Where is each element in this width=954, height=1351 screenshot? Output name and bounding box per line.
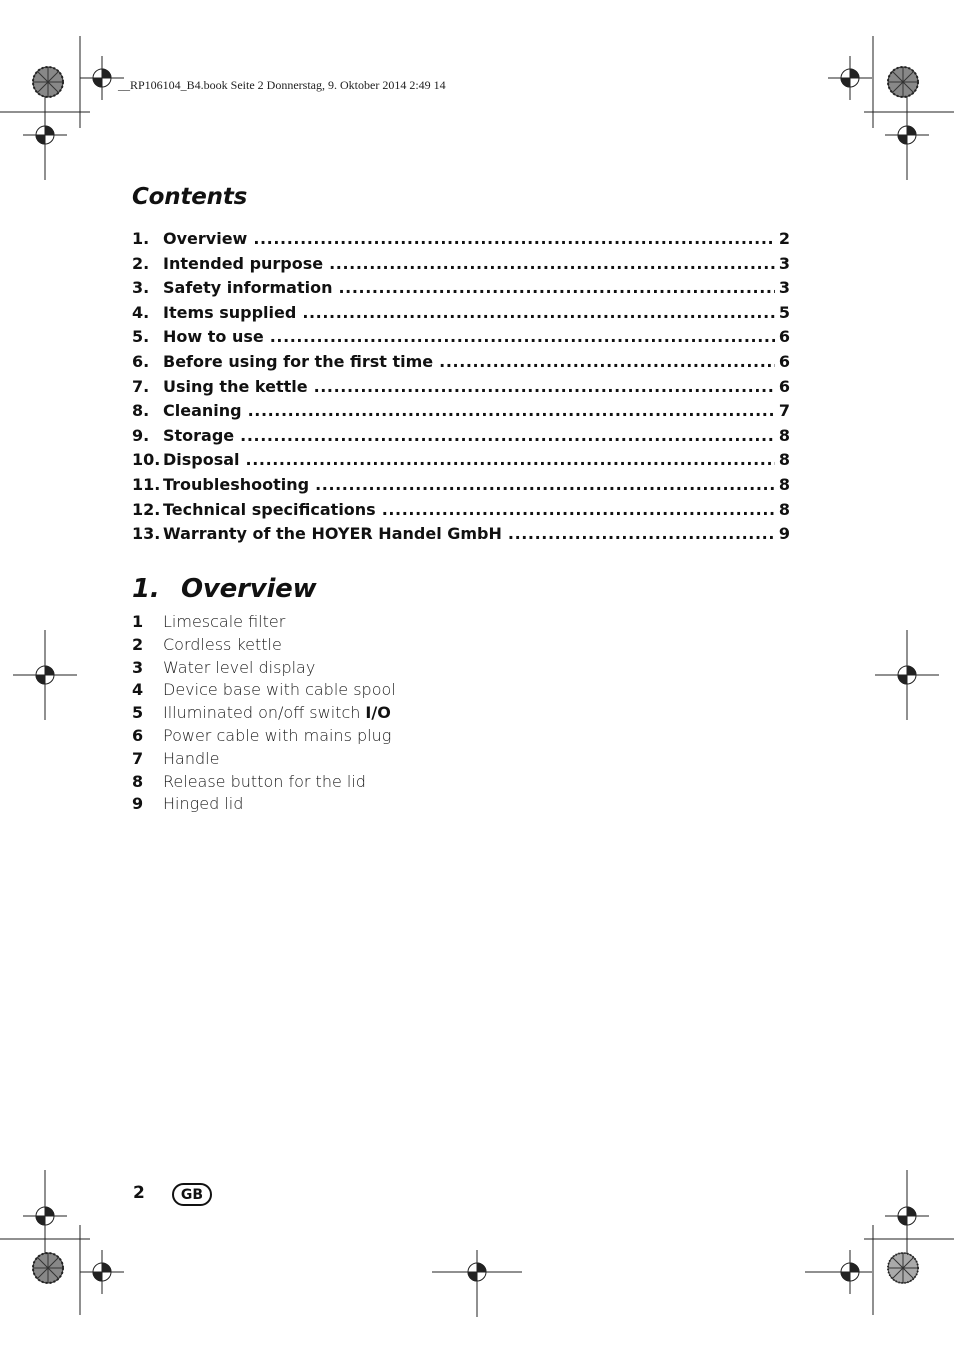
toc-item-page: 6	[778, 351, 790, 371]
table-of-contents	[132, 227, 790, 547]
toc-item[interactable]	[132, 498, 790, 523]
toc-item-page: 6	[778, 376, 790, 396]
toc-leader-dots	[329, 252, 775, 277]
part-item	[132, 725, 396, 748]
part-number: 1	[132, 612, 144, 631]
toc-item-label: Troubleshooting	[163, 474, 310, 494]
toc-item-number: 6.	[132, 351, 150, 371]
toc-item-page: 3	[778, 253, 790, 273]
part-item	[132, 793, 396, 816]
part-label: Handle	[163, 748, 220, 768]
toc-leader-dots	[240, 424, 775, 449]
language-badge: GB	[172, 1183, 212, 1206]
toc-item[interactable]	[132, 522, 790, 547]
parts-list	[132, 611, 396, 816]
toc-leader-dots	[314, 375, 775, 400]
part-item	[132, 679, 396, 702]
toc-item-page: 8	[778, 450, 790, 470]
toc-item[interactable]	[132, 276, 790, 301]
part-label: Device base with cable spool	[163, 680, 396, 700]
toc-item-label: Technical specifications	[163, 499, 376, 519]
toc-item-page: 7	[778, 401, 790, 421]
toc-item[interactable]	[132, 325, 790, 350]
toc-item-number: 13.	[132, 524, 161, 544]
overview-heading	[132, 574, 316, 604]
overview-section-number: 1.	[132, 574, 160, 604]
toc-item[interactable]	[132, 424, 790, 449]
part-item	[132, 657, 396, 680]
toc-leader-dots	[508, 522, 775, 547]
toc-item[interactable]	[132, 473, 790, 498]
toc-item-label: Intended purpose	[163, 253, 324, 273]
toc-item-page: 9	[778, 524, 790, 544]
overview-section-title: Overview	[181, 574, 317, 604]
toc-item-label: Before using for the first time	[163, 351, 434, 371]
toc-item[interactable]	[132, 227, 790, 252]
toc-leader-dots	[253, 227, 775, 252]
toc-item-number: 1.	[132, 229, 150, 248]
toc-item[interactable]	[132, 399, 790, 424]
toc-item[interactable]	[132, 448, 790, 473]
part-number: 7	[132, 748, 144, 768]
part-number: 4	[132, 680, 144, 700]
toc-item-number: 7.	[132, 376, 150, 396]
toc-item-page: 5	[778, 302, 790, 322]
toc-item-number: 2.	[132, 253, 150, 273]
toc-item-label: Disposal	[163, 450, 240, 470]
part-label: Cordless kettle	[163, 634, 282, 654]
switch-symbol: I/O	[365, 703, 391, 723]
toc-item-label: Warranty of the HOYER Handel GmbH	[163, 524, 502, 544]
toc-item-number: 10.	[132, 450, 161, 470]
toc-leader-dots	[382, 498, 775, 523]
toc-item-number: 3.	[132, 278, 150, 298]
toc-item-number: 8.	[132, 401, 150, 421]
part-item	[132, 748, 396, 771]
toc-item-label: Safety information	[163, 278, 333, 298]
toc-item-page: 2	[778, 229, 790, 248]
toc-leader-dots	[439, 350, 775, 375]
toc-item-label: How to use	[163, 327, 264, 347]
part-number: 8	[132, 771, 144, 791]
toc-item-page: 8	[778, 425, 790, 445]
part-label: Water level display	[163, 657, 316, 677]
part-item	[132, 771, 396, 794]
page-number: 2	[133, 1183, 145, 1203]
toc-item-number: 5.	[132, 327, 150, 347]
contents-title: Contents	[132, 184, 248, 210]
print-info-header: __RP106104_B4.book Seite 2 Donnerstag, 9. Oktober 2014 2:49 14	[118, 78, 446, 92]
toc-item-number: 9.	[132, 425, 150, 445]
toc-item-page: 3	[778, 278, 790, 298]
toc-item-number: 12.	[132, 499, 161, 519]
toc-item-page: 8	[778, 474, 790, 494]
toc-item-label: Items supplied	[163, 302, 297, 322]
toc-item-label: Using the kettle	[163, 376, 308, 396]
toc-leader-dots	[302, 301, 775, 326]
part-number: 2	[132, 634, 144, 654]
toc-item-number: 11.	[132, 474, 161, 494]
toc-item-page: 6	[778, 327, 790, 347]
part-item	[132, 634, 396, 657]
part-label: Release button for the lid	[163, 771, 366, 791]
toc-item[interactable]	[132, 301, 790, 326]
part-number: 6	[132, 725, 144, 745]
part-label: Power cable with mains plug	[163, 725, 392, 745]
toc-item-label: Cleaning	[163, 401, 242, 421]
toc-item-page: 8	[778, 499, 790, 519]
toc-item[interactable]	[132, 375, 790, 400]
part-item	[132, 611, 396, 634]
toc-leader-dots	[246, 448, 775, 473]
part-number: 3	[132, 657, 144, 677]
toc-leader-dots	[248, 399, 775, 424]
toc-item[interactable]	[132, 252, 790, 277]
toc-leader-dots	[338, 276, 774, 301]
toc-item-label: Overview	[163, 229, 248, 248]
toc-leader-dots	[315, 473, 775, 498]
part-label: Hinged lid	[163, 794, 244, 814]
part-label: Illuminated on/off switch	[163, 703, 361, 723]
part-number: 9	[132, 794, 144, 814]
toc-item-number: 4.	[132, 302, 150, 322]
toc-leader-dots	[270, 325, 775, 350]
toc-item[interactable]	[132, 350, 790, 375]
part-item	[132, 702, 396, 725]
part-label: Limescale filter	[163, 612, 286, 631]
part-number: 5	[132, 703, 144, 723]
toc-item-label: Storage	[163, 425, 235, 445]
